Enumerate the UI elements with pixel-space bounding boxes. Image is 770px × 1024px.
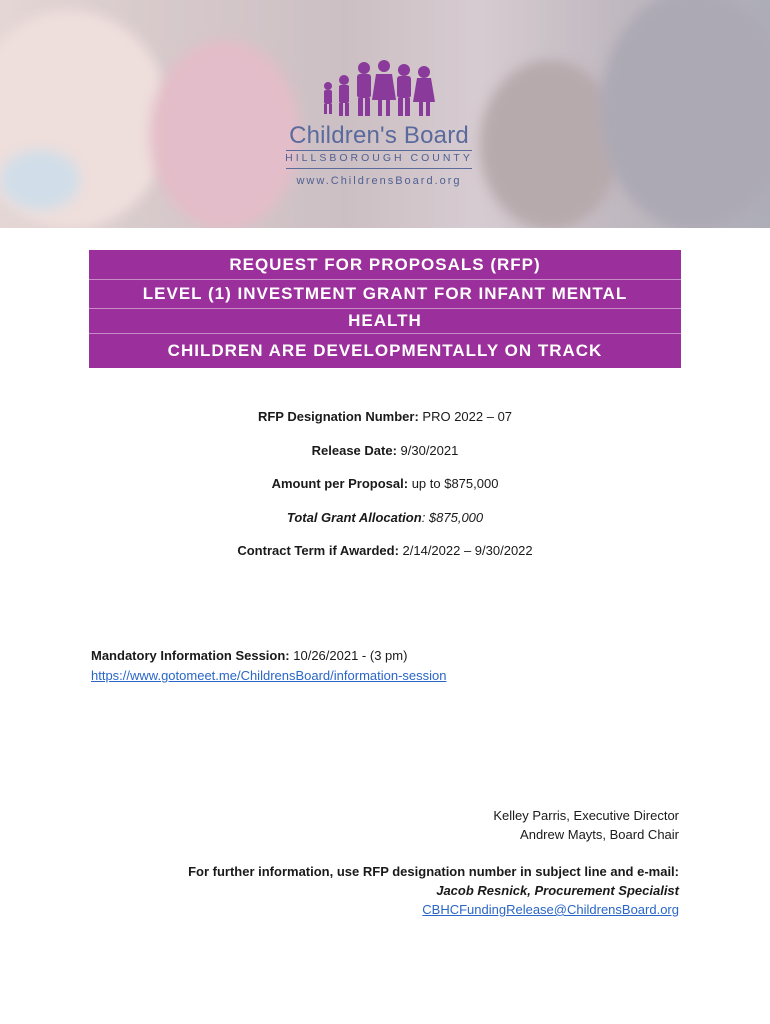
title-rfp: REQUEST FOR PROPOSALS (RFP) <box>89 250 681 280</box>
logo-name: Children's Board <box>289 122 469 149</box>
designation-row <box>89 407 681 441</box>
rfp-details <box>89 407 681 575</box>
logo-divider-bottom <box>286 168 472 169</box>
total-row <box>89 508 681 542</box>
amount-label: Amount per Proposal: <box>271 476 409 491</box>
signers <box>493 806 679 844</box>
term-row <box>89 541 681 575</box>
session-link[interactable]: https://www.gotomeet.me/ChildrensBoard/information-session <box>91 668 447 683</box>
term-value: 2/14/2022 – 9/30/2022 <box>398 543 533 558</box>
total-value: : $875,000 <box>421 509 484 525</box>
childrens-board-logo <box>284 58 474 198</box>
contact-email-link[interactable]: CBHCFundingRelease@ChildrensBoard.org <box>422 902 679 917</box>
session-value: 10/26/2021 - (3 pm) <box>289 648 408 663</box>
signer-board-chair: Andrew Mayts, Board Chair <box>520 827 679 842</box>
logo-website: www.ChildrensBoard.org <box>296 175 462 187</box>
session-label: Mandatory Information Session: <box>91 648 290 663</box>
total-label: Total Grant Allocation <box>286 509 422 525</box>
logo-divider-top <box>286 150 472 151</box>
title-outcome: CHILDREN ARE DEVELOPMENTALLY ON TRACK <box>89 334 681 368</box>
release-row <box>89 441 681 475</box>
designation-label: RFP Designation Number: <box>257 409 419 424</box>
title-grant-line1: LEVEL (1) INVESTMENT GRANT FOR INFANT MENTAL <box>89 280 681 309</box>
children-figures-icon <box>314 58 444 118</box>
title-grant-line2: HEALTH <box>89 309 681 334</box>
contact-instruction: For further information, use RFP designation number in subject line and e-mail: <box>188 864 679 879</box>
term-label: Contract Term if Awarded: <box>237 543 399 558</box>
amount-row <box>89 474 681 508</box>
title-block <box>89 250 681 368</box>
designation-value: PRO 2022 – 07 <box>418 409 513 424</box>
information-session <box>91 646 447 686</box>
signer-executive-director: Kelley Parris, Executive Director <box>493 808 679 823</box>
contact-info <box>188 862 679 919</box>
logo-subtitle: HILLSBOROUGH COUNTY <box>285 152 473 164</box>
session-line <box>91 646 447 666</box>
header-banner <box>0 0 770 228</box>
release-label: Release Date: <box>311 442 397 458</box>
release-value: 9/30/2021 <box>396 442 459 458</box>
contact-name: Jacob Resnick, Procurement Specialist <box>436 883 679 898</box>
amount-value: up to $875,000 <box>408 476 499 491</box>
